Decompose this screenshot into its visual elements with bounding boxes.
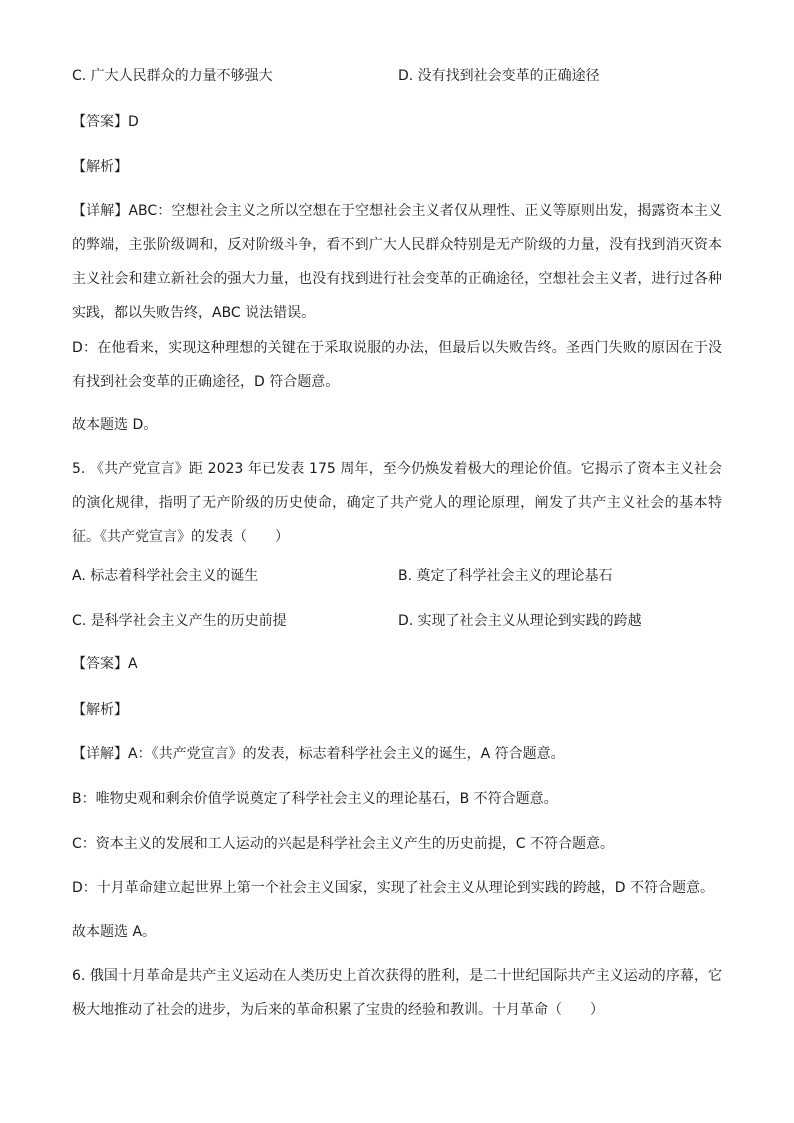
q6-stem: 6. 俄国十月革命是共产主义运动在人类历史上首次获得的胜利，是二十世纪国际共产主义运动的序幕，它极大地推动了社会的进步，为后来的革命积累了宝贵的经验和教训。十月革命（ ） xyxy=(72,968,722,1018)
q5-option-c: C. 是科学社会主义产生的历史前提 xyxy=(72,613,287,629)
q5-stem: 5. 《共产党宣言》距 2023 年已发表 175 周年，至今仍焕发着极大的理论价值。它揭示了资本主义社会的演化规律，指明了无产阶级的历史使命，确定了共产党人的理论原理，阐发了共产主义社会的基本特征。《共产党宣言》的发表（ ） xyxy=(72,461,722,545)
q4-answer: 【答案】D xyxy=(72,114,139,130)
q5-conclusion: 故本题选 A。 xyxy=(72,924,157,940)
q5-option-d: D. 实现了社会主义从理论到实践的跨越 xyxy=(398,613,642,629)
q4-detail-paragraph-2: D：在他看来，实现这种理想的关键在于采取说服的办法，但最后以失败告终。圣西门失败的原因在于没有找到社会变革的正确途径，D 符合题意。 xyxy=(72,340,722,390)
q4-option-d: D. 没有找到社会变革的正确途径 xyxy=(398,68,600,84)
q4-analysis-label: 【解析】 xyxy=(72,159,128,175)
q5-analysis-label: 【解析】 xyxy=(72,702,128,718)
q5-detail-b: B：唯物史观和剩余价值学说奠定了科学社会主义的理论基石，B 不符合题意。 xyxy=(72,791,558,807)
q5-detail-a: 【详解】A：《共产党宣言》的发表，标志着科学社会主义的诞生，A 符合题意。 xyxy=(72,746,565,762)
q4-conclusion: 故本题选 D。 xyxy=(72,417,158,433)
q5-option-b: B. 奠定了科学社会主义的理论基石 xyxy=(398,568,613,584)
q5-detail-d: D：十月革命建立起世界上第一个社会主义国家，实现了社会主义从理论到实践的跨越，D 不符合题意。 xyxy=(72,880,715,896)
q4-detail-paragraph-1: 【详解】ABC：空想社会主义之所以空想在于空想社会主义者仅从理性、正义等原则出发，揭露资本主义的弊端，主张阶级调和，反对阶级斗争，看不到广大人民群众特别是无产阶级的力量，没有找到消灭资本主义社会和建立新社会的强大力量，也没有找到进行社会变革的正确途径，空想社会主义者，进行过各种实践，都以失败告终，ABC 说法错误。 xyxy=(72,203,722,321)
q5-detail-c: C：资本主义的发展和工人运动的兴起是科学社会主义产生的历史前提，C 不符合题意。 xyxy=(72,836,614,852)
q4-option-c: C. 广大人民群众的力量不够强大 xyxy=(72,68,273,84)
q5-option-a: A. 标志着科学社会主义的诞生 xyxy=(72,568,259,584)
q5-answer: 【答案】A xyxy=(72,656,138,672)
